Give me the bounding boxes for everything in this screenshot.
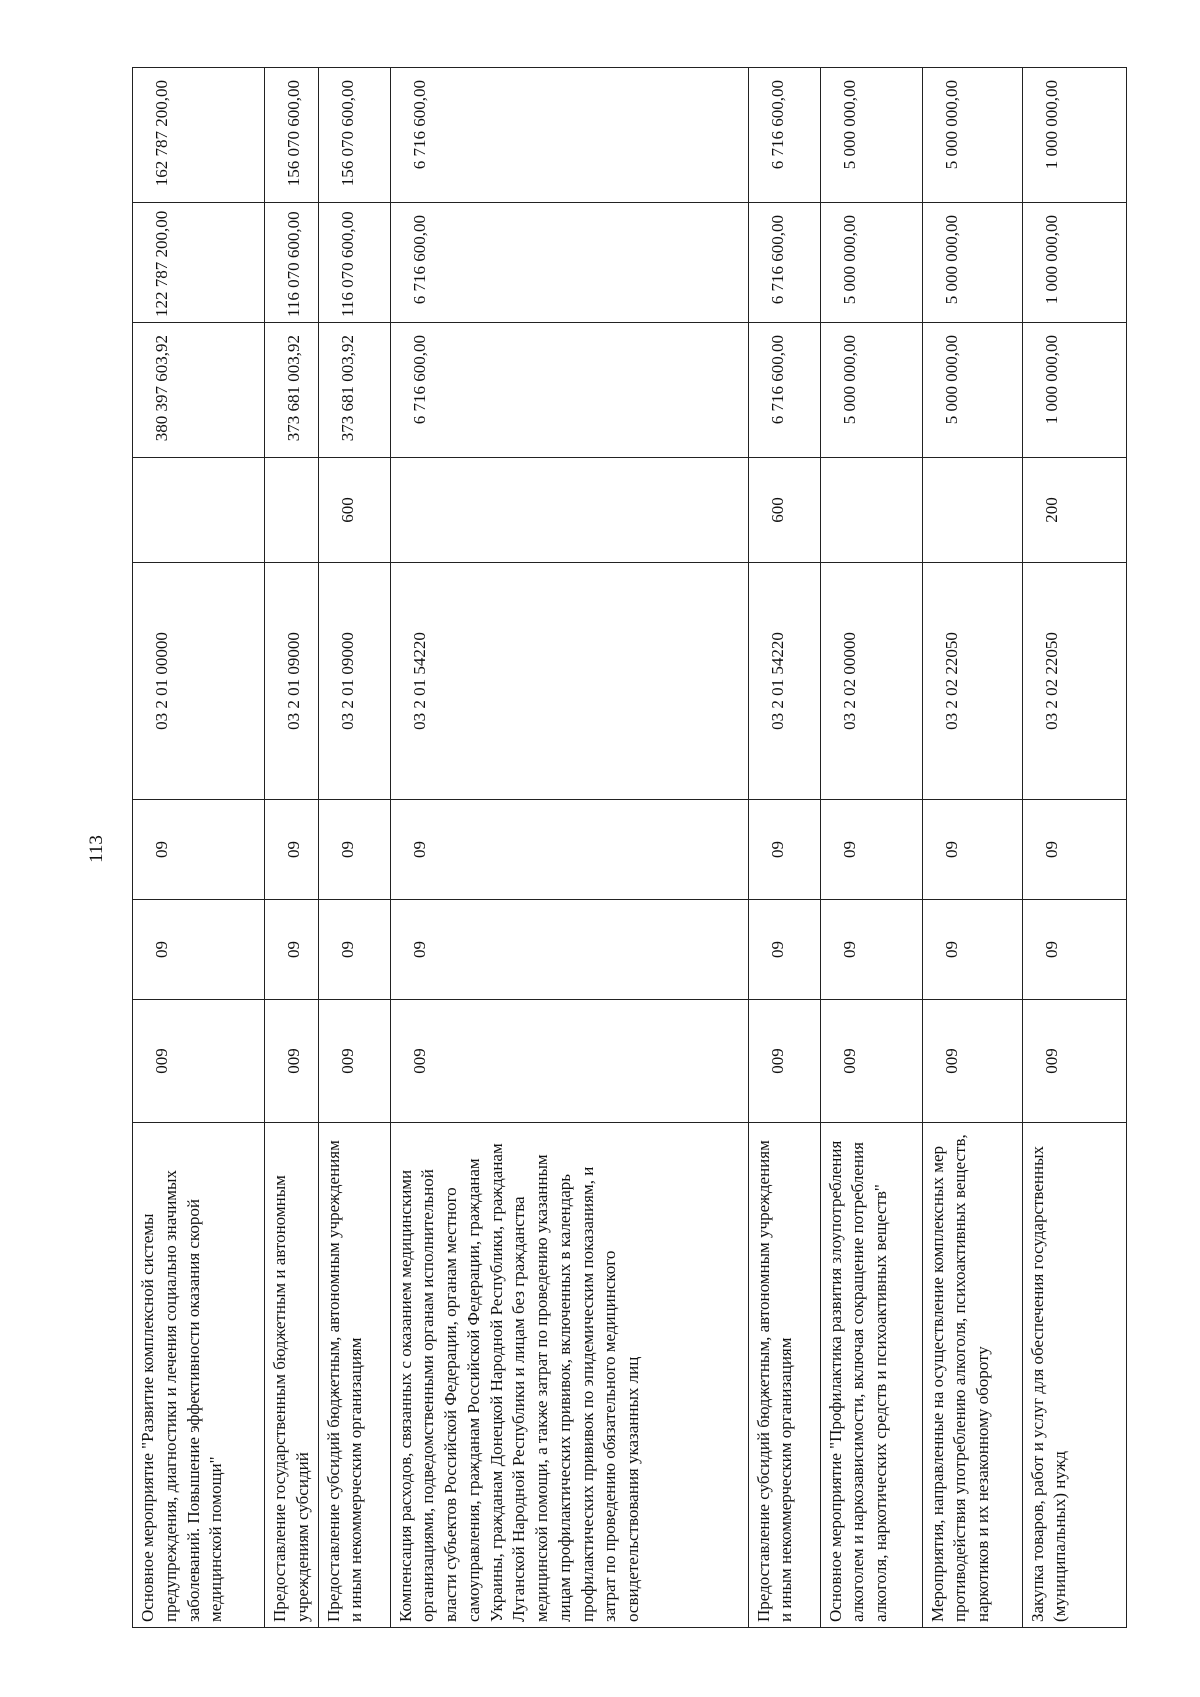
- row-expense-type: [820, 458, 922, 563]
- row-amount-year2: 5 000 000,00: [820, 203, 922, 323]
- row-amount-year2: 116 070 600,00: [318, 203, 390, 323]
- table-row: [748, 68, 820, 1628]
- row-section: 09: [265, 900, 319, 1000]
- row-amount-year3: 6 716 600,00: [390, 68, 748, 203]
- row-amount-year1: 373 681 003,92: [265, 323, 319, 458]
- row-name: Предоставление субсидий бюджетным, автономным учреждениям и иным некоммерческим организациям: [318, 1123, 390, 1628]
- row-target-article: 03 2 02 22050: [922, 563, 1022, 800]
- row-target-article: 03 2 01 54220: [390, 563, 748, 800]
- row-expense-type: [922, 458, 1022, 563]
- row-amount-year1: 5 000 000,00: [922, 323, 1022, 458]
- table-row: [922, 68, 1022, 1628]
- row-target-article: 03 2 01 00000: [133, 563, 265, 800]
- row-amount-year2: 1 000 000,00: [1022, 203, 1126, 323]
- row-amount-year3: 162 787 200,00: [133, 68, 265, 203]
- row-amount-year1: 6 716 600,00: [748, 323, 820, 458]
- row-amount-year3: 5 000 000,00: [922, 68, 1022, 203]
- row-amount-year2: 116 070 600,00: [265, 203, 319, 323]
- table-row: [1022, 68, 1126, 1628]
- row-section: 09: [390, 900, 748, 1000]
- row-subsection: 09: [1022, 800, 1126, 900]
- row-section: 09: [133, 900, 265, 1000]
- row-amount-year3: 5 000 000,00: [820, 68, 922, 203]
- row-subsection: 09: [133, 800, 265, 900]
- budget-table: [132, 67, 1127, 1628]
- row-amount-year1: 6 716 600,00: [390, 323, 748, 458]
- row-amount-year1: 1 000 000,00: [1022, 323, 1126, 458]
- row-grbs: 009: [1022, 1000, 1126, 1123]
- row-grbs: 009: [922, 1000, 1022, 1123]
- row-grbs: 009: [820, 1000, 922, 1123]
- table-row: [318, 68, 390, 1628]
- row-amount-year2: 6 716 600,00: [390, 203, 748, 323]
- row-expense-type: 600: [318, 458, 390, 563]
- row-target-article: 03 2 02 22050: [1022, 563, 1126, 800]
- row-amount-year1: 373 681 003,92: [318, 323, 390, 458]
- budget-table-rotated: [132, 68, 1122, 1628]
- row-name: Предоставление государственным бюджетным и автономным учреждениям субсидий: [265, 1123, 319, 1628]
- row-name: Предоставление субсидий бюджетным, автономным учреждениям и иным некоммерческим организациям: [748, 1123, 820, 1628]
- row-amount-year2: 6 716 600,00: [748, 203, 820, 323]
- table-row: [133, 68, 265, 1628]
- row-amount-year3: 156 070 600,00: [318, 68, 390, 203]
- table-row: [390, 68, 748, 1628]
- row-expense-type: 200: [1022, 458, 1126, 563]
- row-grbs: 009: [318, 1000, 390, 1123]
- row-name: Мероприятия, направленные на осуществление комплексных мер противодействия употреблению алкоголя, психоактивных веществ, наркотиков и их незаконному обороту: [922, 1123, 1022, 1628]
- row-amount-year1: 5 000 000,00: [820, 323, 922, 458]
- row-target-article: 03 2 01 09000: [318, 563, 390, 800]
- row-subsection: 09: [390, 800, 748, 900]
- row-section: 09: [318, 900, 390, 1000]
- row-amount-year2: 122 787 200,00: [133, 203, 265, 323]
- row-grbs: 009: [390, 1000, 748, 1123]
- row-expense-type: 600: [748, 458, 820, 563]
- row-amount-year3: 1 000 000,00: [1022, 68, 1126, 203]
- row-grbs: 009: [133, 1000, 265, 1123]
- row-name: Компенсация расходов, связанных с оказанием медицинскими организациями, подведомственными органам исполнительной власти субъектов Российской Федерации, органам местного самоуправления, гражданам Российской Федерации, гражданам Украины, гражданам Донецкой Народной Республики, гражданам Луганской Народной Республики и лицам без гражданства медицинской помощи, а также затрат по проведению указанным лицам профилактических прививок, включенных в календарь профилактических прививок по эпидемическим показаниям, и затрат по проведению обязательного медицинского освидетельствования указанных лиц: [390, 1123, 748, 1628]
- row-grbs: 009: [265, 1000, 319, 1123]
- row-section: 09: [922, 900, 1022, 1000]
- row-amount-year2: 5 000 000,00: [922, 203, 1022, 323]
- page-number: 113: [86, 835, 107, 863]
- row-expense-type: [265, 458, 319, 563]
- row-subsection: 09: [318, 800, 390, 900]
- table-row: [820, 68, 922, 1628]
- row-amount-year3: 156 070 600,00: [265, 68, 319, 203]
- row-expense-type: [133, 458, 265, 563]
- row-target-article: 03 2 01 09000: [265, 563, 319, 800]
- row-amount-year3: 6 716 600,00: [748, 68, 820, 203]
- row-grbs: 009: [748, 1000, 820, 1123]
- row-name: Закупка товаров, работ и услуг для обеспечения государственных (муниципальных) нужд: [1022, 1123, 1126, 1628]
- table-row: [265, 68, 319, 1628]
- row-section: 09: [748, 900, 820, 1000]
- row-subsection: 09: [265, 800, 319, 900]
- row-section: 09: [820, 900, 922, 1000]
- row-target-article: 03 2 01 54220: [748, 563, 820, 800]
- budget-table-frame: [132, 68, 1122, 1628]
- row-name: Основное мероприятие "Профилактика развития злоупотребления алкоголем и наркозависимости, включая сокращение потребления алкоголя, наркотических средств и психоактивных веществ": [820, 1123, 922, 1628]
- row-amount-year1: 380 397 603,92: [133, 323, 265, 458]
- row-subsection: 09: [820, 800, 922, 900]
- row-section: 09: [1022, 900, 1126, 1000]
- row-expense-type: [390, 458, 748, 563]
- row-subsection: 09: [922, 800, 1022, 900]
- row-target-article: 03 2 02 00000: [820, 563, 922, 800]
- row-name: Основное мероприятие "Развитие комплексной системы предупреждения, диагностики и лечения социально значимых заболеваний. Повышение эффективности оказания скорой медицинской помощи": [133, 1123, 265, 1628]
- row-subsection: 09: [748, 800, 820, 900]
